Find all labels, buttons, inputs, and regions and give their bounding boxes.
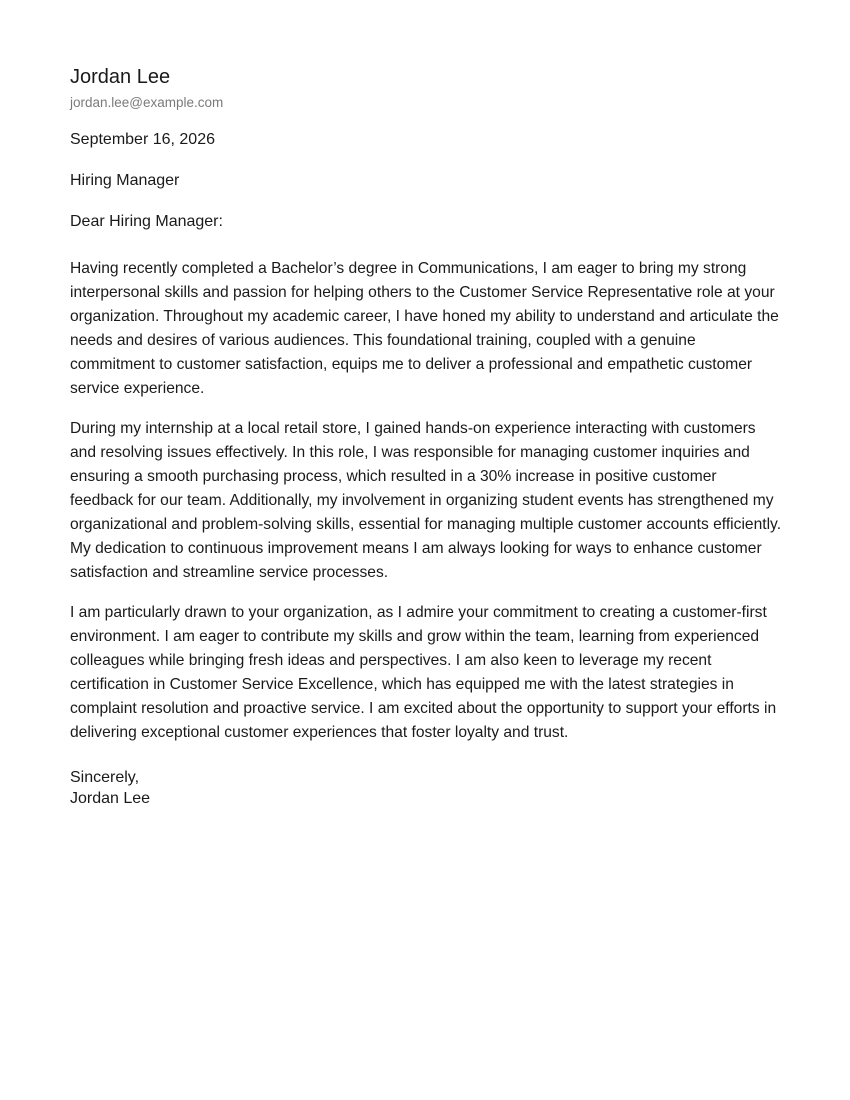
letter-date: September 16, 2026 bbox=[70, 131, 215, 148]
sender-email: jordan.lee@example.com bbox=[70, 95, 224, 110]
body-paragraph-2: During my internship at a local retail store, I gained hands-on experience interacting with customers and resolving issues effectively. In this role, I was responsible for managing customer inquiries and ensuring a smooth purchasing process, which resulted in a 30% increase in positive customer feedback for our team. Additionally, my involvement in organizing student events has strengthened my organizational and problem-solving skills, essential for managing multiple customer accounts efficiently. My dedication to continuous improvement means I am always looking for ways to enhance customer satisfaction and streamline service processes. bbox=[70, 420, 782, 581]
body-paragraph-3: I am particularly drawn to your organization, as I admire your commitment to creating a customer-first environment. I am eager to contribute my skills and grow within the team, learning from experienced colleagues while bringing fresh ideas and perspectives. I am also keen to leverage my recent certification in Customer Service Excellence, which has equipped me with the latest strategies in complaint resolution and proactive service. I am excited about the opportunity to support your efforts in delivering exceptional customer experiences that foster loyalty and trust. bbox=[70, 604, 777, 741]
salutation: Dear Hiring Manager: bbox=[70, 213, 223, 230]
valediction: Sincerely, bbox=[70, 769, 140, 786]
signature-name: Jordan Lee bbox=[70, 790, 151, 807]
closing bbox=[70, 767, 780, 809]
recipient: Hiring Manager bbox=[70, 172, 180, 189]
body-paragraph-1: Having recently completed a Bachelor’s degree in Communications, I am eager to bring my strong interpersonal skills and passion for helping others to the Customer Service Representative role at your organization. Throughout my academic career, I have honed my ability to understand and articulate the needs and desires of various audiences. This foundational training, coupled with a genuine commitment to customer satisfaction, equips me to deliver a professional and empathetic customer service experience. bbox=[70, 260, 779, 397]
sender-name: Jordan Lee bbox=[70, 66, 171, 88]
